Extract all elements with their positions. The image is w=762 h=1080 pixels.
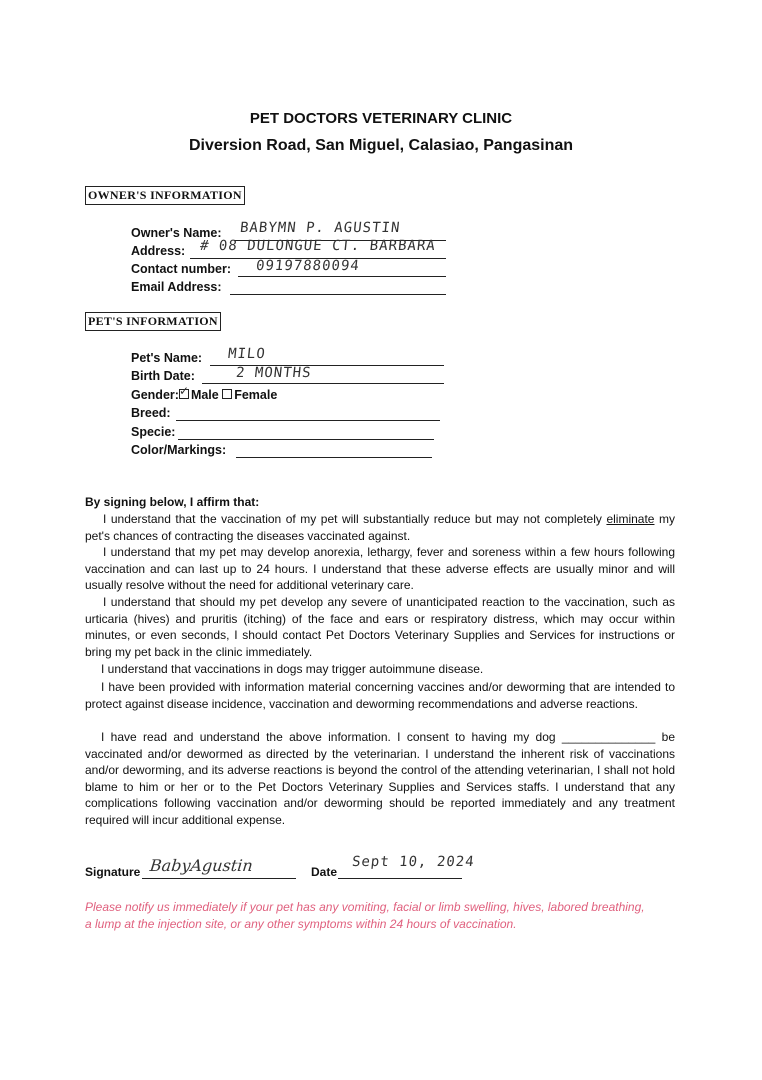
owner-name-label: Owner's Name: [131, 226, 222, 240]
pet-section-title: PET'S INFORMATION [85, 312, 221, 331]
birth-date-line [202, 383, 444, 384]
pet-name-value[interactable]: MILO [227, 346, 267, 362]
female-label: Female [234, 388, 278, 402]
breed-label: Breed: [131, 406, 171, 420]
p5-text: I have been provided with information material concerning vaccines and/or deworming that are intended to protect against disease incidence, vaccination and deworming recommendations and adverse reactions. [85, 680, 675, 711]
affirmation-paragraph-6 [85, 729, 675, 829]
affirmation-title: By signing below, I affirm that: [85, 495, 260, 509]
affirmation-paragraph-5 [85, 679, 675, 712]
affirmation-paragraph-1 [85, 511, 675, 544]
p1-text-a: I understand that the vaccination of my pet will substantially reduce but may not completely [103, 512, 602, 526]
owner-section-title: OWNER'S INFORMATION [85, 186, 245, 205]
breed-line[interactable] [176, 420, 440, 421]
p1-underlined: eliminate [606, 512, 655, 526]
owner-name-value[interactable]: BABYMN P. AGUSTIN [239, 220, 402, 236]
pet-name-label: Pet's Name: [131, 351, 203, 365]
color-markings-label: Color/Markings: [131, 443, 227, 457]
p4-text: I understand that vaccinations in dogs may trigger autoimmune disease. [101, 662, 484, 676]
date-value[interactable]: Sept 10, 2024 [351, 854, 476, 870]
signature-value[interactable]: BabyAgustin [149, 856, 254, 875]
birth-date-label: Birth Date: [131, 369, 195, 383]
contact-line [238, 276, 446, 277]
signature-line [142, 878, 296, 879]
color-markings-line[interactable] [236, 457, 432, 458]
check-mark-icon: ✓ [178, 384, 189, 398]
contact-value[interactable]: 09197880094 [255, 258, 361, 274]
male-checkbox[interactable] [178, 384, 189, 399]
contact-label: Contact number: [131, 262, 231, 276]
specie-line[interactable] [178, 439, 434, 440]
gender-label: Gender: [131, 388, 179, 402]
male-label: Male [190, 388, 219, 402]
specie-label: Specie: [131, 425, 176, 439]
p2-text: I understand that my pet may develop anorexia, lethargy, fever and soreness within a few hours following vaccination and can last up to 24 hours. I understand that these adverse effects are usually minor and will usually resolve without the need for additional veterinary care. [85, 545, 675, 593]
notice-text: Please notify us immediately if your pet has any vomiting, facial or limb swelling, hives, labored breathing, a lump at the injection site, or any other symptoms within 24 hours of vaccination. [85, 900, 645, 931]
affirmation-paragraph-2 [85, 544, 675, 594]
clinic-address: Diversion Road, San Miguel, Calasiao, Pangasinan [188, 137, 574, 154]
address-value[interactable]: # 08 DULONGUE CT. BARBARA [199, 238, 437, 254]
signature-label: Signature [85, 865, 141, 879]
address-label: Address: [131, 244, 186, 258]
date-line [338, 878, 462, 879]
gender-field [131, 384, 278, 402]
email-line[interactable] [230, 294, 446, 295]
p3-text: I understand that should my pet develop any severe of unanticipated reaction to the vaccination, such as urticaria (hives) and pruritis (itching) of the face and ears or respiratory distress, which may occur within minutes, or even seconds, I should contact Pet Doctors Veterinary Supplies and Services for instructions or bring my pet back in the clinic immediately. [85, 595, 675, 659]
p1-text-b: my pet's chances of contracting the diseases vaccinated against. [85, 512, 675, 543]
female-checkbox[interactable] [222, 389, 232, 399]
p6-text: I have read and understand the above information. I consent to having my dog ______________ be vaccinated and/or dewormed as directed by the veterinarian. I understand the inherent risk of vaccinations and/or deworming, and its adverse reactions is beyond the control of the attending veterinarian, I shall not hold blame to him or her or to the Pet Doctors Veterinary Supplies and Services staffs. I understand that any complications following vaccination and/or deworming should be reported immediately and any treatment required will incur additional expense. [85, 730, 675, 827]
clinic-name: PET DOCTORS VETERINARY CLINIC [249, 110, 513, 127]
affirmation-paragraph-3 [85, 594, 675, 660]
date-label: Date [311, 865, 338, 879]
email-label: Email Address: [131, 280, 222, 294]
affirmation-paragraph-4 [85, 661, 675, 678]
birth-date-value[interactable]: 2 MONTHS [235, 365, 313, 381]
